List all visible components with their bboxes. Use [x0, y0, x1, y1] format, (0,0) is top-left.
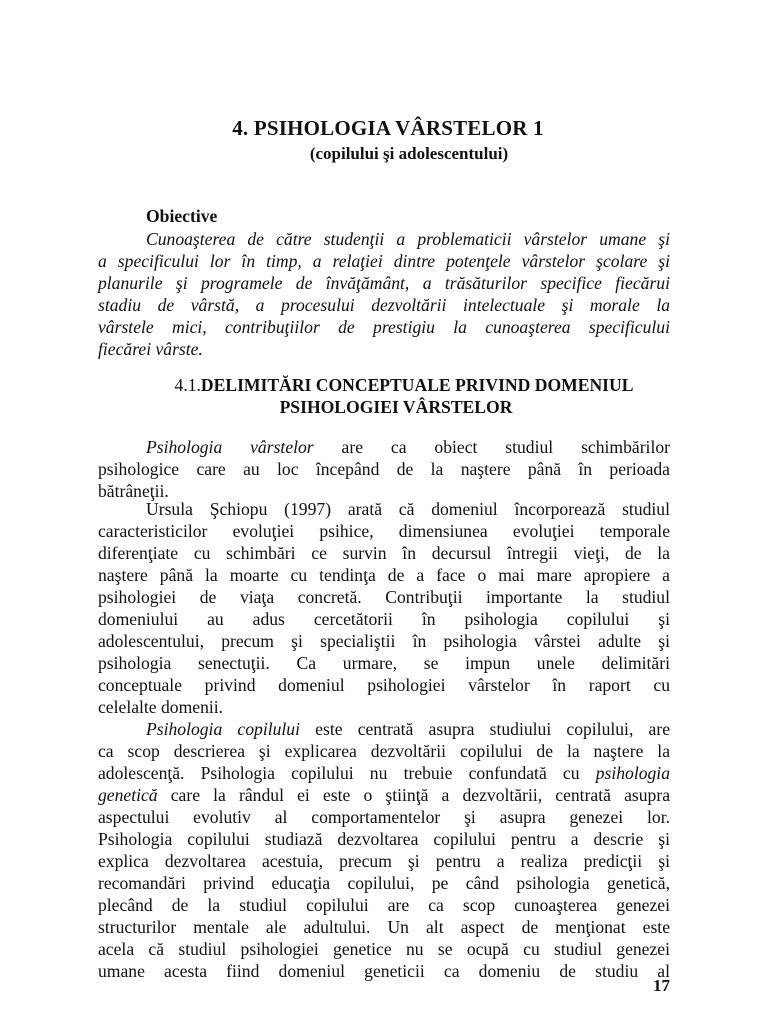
page-number: 17	[653, 976, 670, 995]
paragraph-text: este centrată asupra studiului copilului, are	[299, 719, 670, 739]
paragraph-line: ca scop descrierea şi explicarea dezvoltării copilului de la naştere la	[98, 741, 670, 761]
section-heading	[98, 374, 670, 418]
paragraph-line: celelalte domenii.	[98, 697, 224, 717]
paragraph-line: psihologiei de viaţa concretă. Contribuţii importante la studiul	[98, 587, 670, 607]
objectives-heading: Obiective	[146, 206, 218, 226]
paragraph-line: Psihologia copilului studiază dezvoltarea copilului pentru a descrie şi	[98, 829, 670, 849]
italic-term: psihologia	[595, 763, 670, 783]
section-number: 4.1.	[174, 375, 201, 395]
paragraph-line: plecând de la studiul copilului are ca scop cunoaşterea genezei	[98, 895, 670, 915]
paragraph-line: structurilor mentale ale adultului. Un alt aspect de menţionat este	[98, 917, 670, 937]
paragraph-line: umane acesta fiind domeniul geneticii ca domeniu de studiu al	[98, 961, 670, 981]
objectives-line: a specificului lor în timp, a relaţiei dintre potenţele vârstelor şcolare şi	[98, 251, 670, 271]
objectives-line: stadiu de vârstă, a procesului dezvoltării intelectuale şi morale la	[98, 295, 670, 315]
paragraph-line: adolescentului, precum şi specialiştii în psihologia vârstei adulte şi	[98, 631, 670, 651]
paragraph-text: are ca obiect studiul schimbărilor	[313, 437, 670, 457]
section-heading-part2: PSIHOLOGIEI VÂRSTELOR	[279, 397, 513, 417]
paragraph-1	[98, 436, 670, 502]
paragraph-line: Ursula Şchiopu (1997) arată că domeniul încorporează studiul	[146, 499, 670, 519]
paragraph-line: bătrâneţii.	[98, 481, 169, 501]
paragraph-3	[98, 718, 670, 982]
italic-term: Psihologia vârstelor	[146, 437, 314, 457]
paragraph-text: care la rândul ei este o ştiinţă a dezvoltării, centrată asupra	[157, 785, 670, 805]
section-heading-part1: DELIMITĂRI CONCEPTUALE PRIVIND DOMENIUL	[200, 375, 634, 395]
paragraph-line: conceptuale privind domeniul psihologiei vârstelor în raport cu	[98, 675, 670, 695]
chapter-title: 4. PSIHOLOGIA VÂRSTELOR 1	[232, 116, 544, 140]
paragraph-2	[98, 498, 670, 718]
paragraph-line: acela că studiul psihologiei genetice nu se ocupă cu studiul genezei	[98, 939, 670, 959]
objectives-paragraph	[98, 228, 670, 360]
italic-term: genetică	[98, 785, 158, 805]
paragraph-line: psihologia senectuţii. Ca urmare, se impun unele delimitări	[98, 653, 670, 673]
paragraph-text: adolescenţă. Psihologia copilului nu trebuie confundată cu	[98, 763, 596, 783]
paragraph-line: naştere până la moarte cu tendinţa de a face o mai mare apropiere a	[98, 565, 670, 585]
paragraph-line: explica dezvoltarea acestuia, precum şi pentru a realiza predicţii şi	[98, 851, 670, 871]
objectives-line: vârstele mici, contribuţiilor de prestigiu la cunoaşterea specificului	[98, 317, 670, 337]
paragraph-line: diferenţiate cu schimbări ce survin în decursul întregii vieţi, de la	[98, 543, 670, 563]
paragraph-line: aspectului evolutiv al comportamentelor şi asupra genezei lor.	[98, 807, 670, 827]
paragraph-line: caracteristicilor evoluţiei psihice, dimensiunea evoluţiei temporale	[98, 521, 670, 541]
paragraph-line: recomandări privind educaţia copilului, pe când psihologia genetică,	[98, 873, 670, 893]
chapter-subtitle: (copilului şi adolescentului)	[309, 144, 509, 163]
paragraph-line: domeniului au adus cercetătorii în psihologia copilului şi	[98, 609, 670, 629]
italic-term: Psihologia copilului	[146, 719, 300, 739]
paragraph-line: psihologice care au loc începând de la naştere până în perioada	[98, 459, 670, 479]
objectives-line: Cunoaşterea de către studenţii a problematicii vârstelor umane şi	[146, 229, 670, 249]
objectives-line: fiecărei vârste.	[98, 339, 203, 359]
objectives-line: planurile şi programele de învăţământ, a trăsăturilor specifice fiecărui	[98, 273, 670, 293]
